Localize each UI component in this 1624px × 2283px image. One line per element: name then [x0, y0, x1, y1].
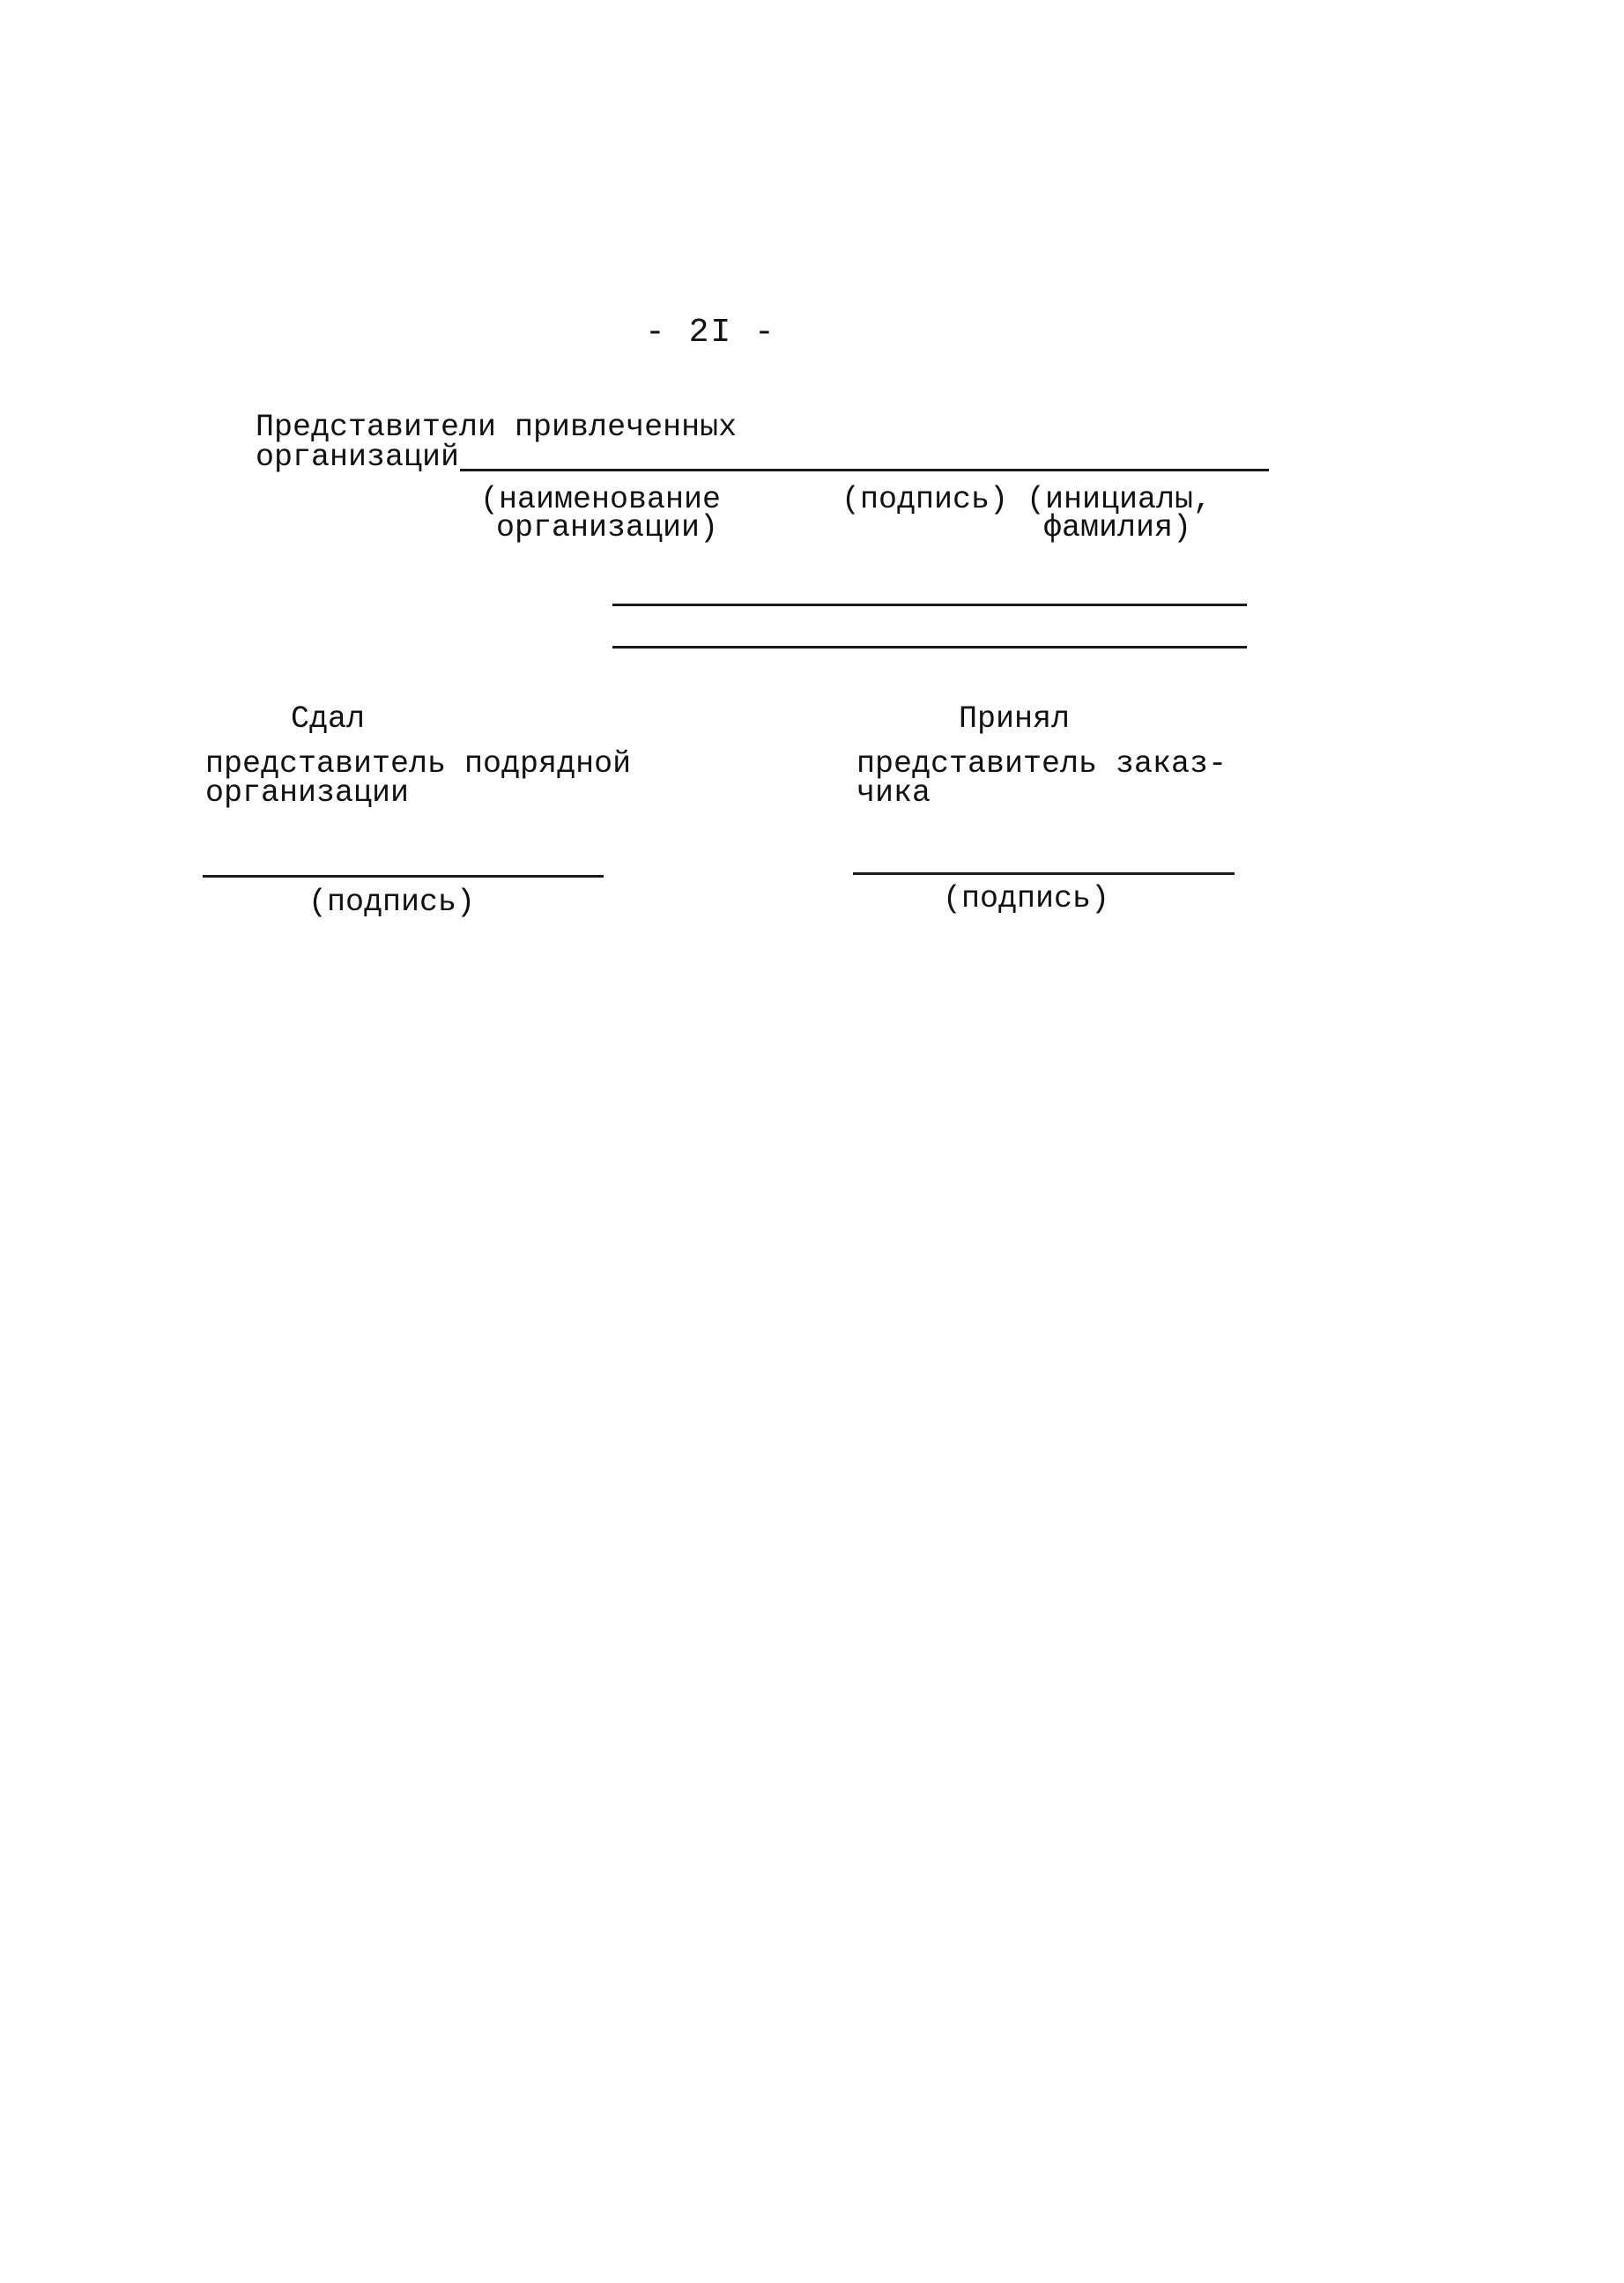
caption-signature: (подпись) [842, 482, 1009, 517]
handed-over-signature-caption: (подпись) [308, 885, 476, 920]
handed-over-role-line1: представитель подрядной [205, 746, 632, 782]
accepted-heading: Принял [959, 701, 1071, 737]
handed-over-role-line2: организации [205, 775, 410, 811]
attendees-label-line2: организаций [256, 440, 460, 475]
handed-over-signature-line [203, 875, 604, 878]
accepted-signature-caption: (подпись) [943, 881, 1110, 916]
extra-signature-line-2 [612, 646, 1247, 649]
attendees-signature-line [460, 469, 1269, 471]
caption-name-line1: (инициалы, [1027, 482, 1212, 517]
attendees-label-line1: Представители привлеченных [256, 410, 738, 445]
accepted-signature-line [853, 872, 1235, 875]
extra-signature-line-1 [612, 604, 1247, 606]
page-number: - 2I - [645, 314, 776, 352]
accepted-role-line2: чика [856, 775, 931, 811]
caption-name-line2: фамилия) [1043, 510, 1192, 545]
handed-over-heading: Сдал [291, 701, 366, 737]
caption-organization-line1: (наименование [480, 482, 722, 517]
caption-organization-line2: организации) [496, 510, 719, 545]
accepted-role-line1: представитель заказ- [856, 746, 1227, 782]
